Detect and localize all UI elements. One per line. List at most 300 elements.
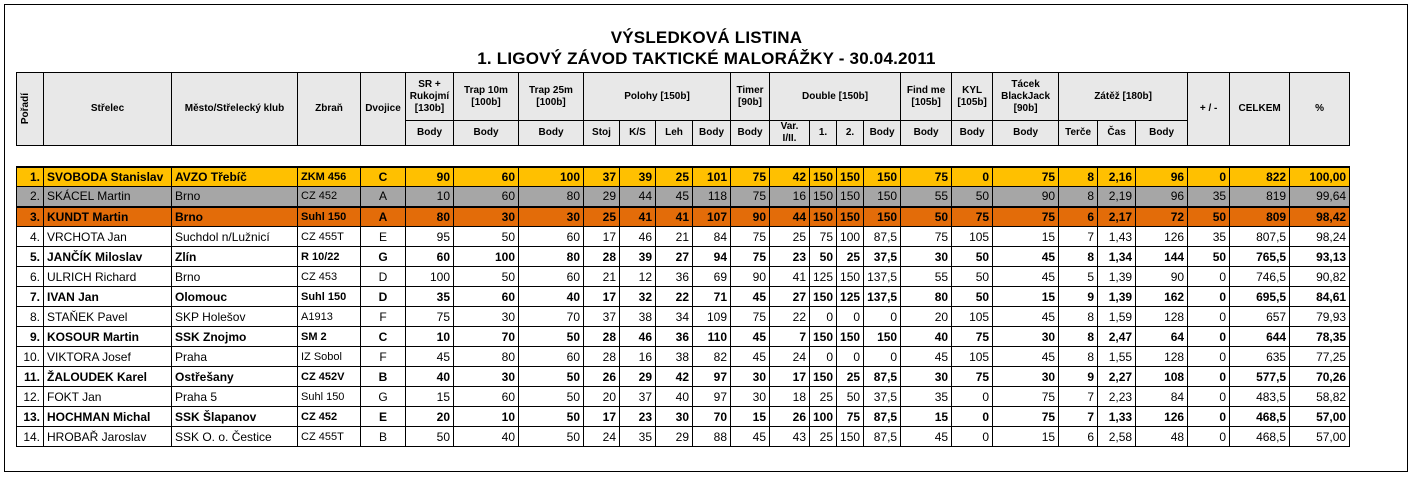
cell-leh: 38 bbox=[656, 347, 693, 367]
cell-total: 577,5 bbox=[1230, 367, 1290, 387]
cell-name: HROBAŘ Jaroslav bbox=[44, 427, 172, 447]
cell-pol: 107 bbox=[693, 207, 731, 227]
cell-cas: 1,33 bbox=[1098, 407, 1136, 427]
cell-var: 16 bbox=[770, 187, 810, 207]
cell-weapon: A1913 bbox=[298, 307, 361, 327]
cell-total: 822 bbox=[1230, 167, 1290, 187]
cell-var: 41 bbox=[770, 267, 810, 287]
cell-t25: 50 bbox=[519, 367, 584, 387]
cell-find: 55 bbox=[901, 187, 952, 207]
cell-ks: 39 bbox=[620, 247, 656, 267]
cell-timer: 75 bbox=[731, 187, 770, 207]
cell-stoj: 24 bbox=[584, 427, 620, 447]
cell-pair: A bbox=[361, 207, 406, 227]
table-row bbox=[17, 167, 1350, 187]
spacer-row bbox=[17, 146, 1350, 167]
cell-pair: E bbox=[361, 407, 406, 427]
table-body bbox=[17, 167, 1350, 447]
cell-tacek: 45 bbox=[993, 247, 1059, 267]
cell-kyl: 105 bbox=[952, 307, 993, 327]
cell-pm: 0 bbox=[1188, 327, 1230, 347]
cell-leh: 36 bbox=[656, 267, 693, 287]
cell-club: SSK O. o. Čestice bbox=[172, 427, 298, 447]
cell-d2: 150 bbox=[837, 327, 864, 347]
cell-name: SKÁCEL Martin bbox=[44, 187, 172, 207]
cell-ks: 35 bbox=[620, 427, 656, 447]
cell-terce: 7 bbox=[1059, 387, 1098, 407]
cell-tacek: 45 bbox=[993, 347, 1059, 367]
cell-timer: 45 bbox=[731, 347, 770, 367]
cell-name: VIKTORA Josef bbox=[44, 347, 172, 367]
cell-pair: B bbox=[361, 367, 406, 387]
header-trap10: Trap 10m [100b] bbox=[454, 73, 519, 121]
cell-pol: 101 bbox=[693, 167, 731, 187]
cell-t10: 60 bbox=[454, 167, 519, 187]
subheader-d2: 2. bbox=[837, 121, 864, 146]
cell-zatez: 90 bbox=[1136, 267, 1188, 287]
cell-d2: 150 bbox=[837, 267, 864, 287]
cell-t10: 70 bbox=[454, 327, 519, 347]
cell-weapon: SM 2 bbox=[298, 327, 361, 347]
cell-weapon: R 10/22 bbox=[298, 247, 361, 267]
cell-rank: 3. bbox=[17, 207, 44, 227]
cell-var: 7 bbox=[770, 327, 810, 347]
table-row bbox=[17, 287, 1350, 307]
cell-tacek: 15 bbox=[993, 427, 1059, 447]
cell-dbl: 87,5 bbox=[864, 427, 901, 447]
cell-d2: 25 bbox=[837, 367, 864, 387]
cell-rank: 9. bbox=[17, 327, 44, 347]
cell-cas: 2,16 bbox=[1098, 167, 1136, 187]
cell-sr: 40 bbox=[406, 367, 454, 387]
cell-tacek: 75 bbox=[993, 387, 1059, 407]
cell-name: KOSOUR Martin bbox=[44, 327, 172, 347]
cell-terce: 8 bbox=[1059, 167, 1098, 187]
cell-d2: 150 bbox=[837, 167, 864, 187]
cell-name: STAŇEK Pavel bbox=[44, 307, 172, 327]
cell-cas: 1,59 bbox=[1098, 307, 1136, 327]
cell-dbl: 150 bbox=[864, 327, 901, 347]
cell-tacek: 45 bbox=[993, 267, 1059, 287]
cell-leh: 30 bbox=[656, 407, 693, 427]
cell-stoj: 26 bbox=[584, 367, 620, 387]
table-row bbox=[17, 407, 1350, 427]
header-sr: SR + Rukojmí [130b] bbox=[406, 73, 454, 121]
cell-total: 644 bbox=[1230, 327, 1290, 347]
cell-d1: 0 bbox=[810, 307, 837, 327]
cell-t10: 30 bbox=[454, 307, 519, 327]
cell-dbl: 150 bbox=[864, 167, 901, 187]
cell-club: Brno bbox=[172, 267, 298, 287]
cell-pm: 35 bbox=[1188, 227, 1230, 247]
subheader-body: Body bbox=[901, 121, 952, 146]
cell-pct: 98,24 bbox=[1290, 227, 1350, 247]
cell-stoj: 29 bbox=[584, 187, 620, 207]
cell-t10: 10 bbox=[454, 407, 519, 427]
cell-weapon: CZ 455T bbox=[298, 427, 361, 447]
cell-rank: 2. bbox=[17, 187, 44, 207]
table-row bbox=[17, 187, 1350, 207]
cell-pol: 97 bbox=[693, 367, 731, 387]
cell-kyl: 75 bbox=[952, 207, 993, 227]
subheader-body: Body bbox=[864, 121, 901, 146]
cell-zatez: 96 bbox=[1136, 167, 1188, 187]
cell-pair: C bbox=[361, 327, 406, 347]
cell-tacek: 75 bbox=[993, 167, 1059, 187]
cell-name: ULRICH Richard bbox=[44, 267, 172, 287]
cell-rank: 6. bbox=[17, 267, 44, 287]
cell-stoj: 17 bbox=[584, 227, 620, 247]
cell-total: 819 bbox=[1230, 187, 1290, 207]
cell-rank: 12. bbox=[17, 387, 44, 407]
cell-t10: 60 bbox=[454, 387, 519, 407]
cell-pct: 100,00 bbox=[1290, 167, 1350, 187]
cell-d2: 100 bbox=[837, 227, 864, 247]
cell-find: 55 bbox=[901, 267, 952, 287]
cell-leh: 41 bbox=[656, 207, 693, 227]
subheader-var: Var. I/II. bbox=[770, 121, 810, 146]
cell-dbl: 87,5 bbox=[864, 367, 901, 387]
cell-d1: 125 bbox=[810, 267, 837, 287]
table-row bbox=[17, 247, 1350, 267]
cell-terce: 8 bbox=[1059, 307, 1098, 327]
cell-weapon: Suhl 150 bbox=[298, 387, 361, 407]
cell-find: 45 bbox=[901, 347, 952, 367]
cell-d1: 150 bbox=[810, 367, 837, 387]
header-polohy: Polohy [150b] bbox=[584, 73, 731, 121]
cell-tacek: 75 bbox=[993, 407, 1059, 427]
cell-d2: 0 bbox=[837, 347, 864, 367]
cell-cas: 1,43 bbox=[1098, 227, 1136, 247]
cell-t25: 100 bbox=[519, 167, 584, 187]
cell-zatez: 72 bbox=[1136, 207, 1188, 227]
cell-find: 40 bbox=[901, 327, 952, 347]
subheader-body: Body bbox=[519, 121, 584, 146]
cell-kyl: 50 bbox=[952, 287, 993, 307]
cell-pct: 90,82 bbox=[1290, 267, 1350, 287]
cell-leh: 29 bbox=[656, 427, 693, 447]
subheader-body: Body bbox=[693, 121, 731, 146]
table-row bbox=[17, 367, 1350, 387]
cell-leh: 42 bbox=[656, 367, 693, 387]
cell-pm: 35 bbox=[1188, 187, 1230, 207]
header-findme: Find me [105b] bbox=[901, 73, 952, 121]
cell-ks: 23 bbox=[620, 407, 656, 427]
cell-terce: 7 bbox=[1059, 227, 1098, 247]
cell-pct: 77,25 bbox=[1290, 347, 1350, 367]
cell-timer: 30 bbox=[731, 367, 770, 387]
sheet-title: VÝSLEDKOVÁ LISTINA bbox=[610, 28, 803, 47]
cell-club: Zlín bbox=[172, 247, 298, 267]
cell-pm: 0 bbox=[1188, 387, 1230, 407]
cell-stoj: 17 bbox=[584, 287, 620, 307]
cell-timer: 75 bbox=[731, 247, 770, 267]
cell-pair: E bbox=[361, 227, 406, 247]
cell-sr: 95 bbox=[406, 227, 454, 247]
cell-club: SSK Šlapanov bbox=[172, 407, 298, 427]
cell-zatez: 128 bbox=[1136, 307, 1188, 327]
cell-rank: 4. bbox=[17, 227, 44, 247]
subheader-terce: Terče bbox=[1059, 121, 1098, 146]
header-percent: % bbox=[1290, 73, 1350, 146]
table-row bbox=[17, 427, 1350, 447]
cell-tacek: 45 bbox=[993, 307, 1059, 327]
cell-pct: 93,13 bbox=[1290, 247, 1350, 267]
subheader-ks: K/S bbox=[620, 121, 656, 146]
cell-pct: 98,42 bbox=[1290, 207, 1350, 227]
cell-club: Suchdol n/Lužnicí bbox=[172, 227, 298, 247]
cell-total: 765,5 bbox=[1230, 247, 1290, 267]
header-club: Město/Střelecký klub bbox=[172, 73, 298, 146]
cell-stoj: 21 bbox=[584, 267, 620, 287]
cell-d2: 150 bbox=[837, 187, 864, 207]
cell-weapon: CZ 452 bbox=[298, 407, 361, 427]
cell-timer: 45 bbox=[731, 427, 770, 447]
cell-total: 635 bbox=[1230, 347, 1290, 367]
cell-stoj: 28 bbox=[584, 327, 620, 347]
subheader-cas: Čas bbox=[1098, 121, 1136, 146]
cell-leh: 45 bbox=[656, 187, 693, 207]
cell-ks: 44 bbox=[620, 187, 656, 207]
cell-rank: 7. bbox=[17, 287, 44, 307]
cell-d1: 25 bbox=[810, 427, 837, 447]
subheader-body: Body bbox=[454, 121, 519, 146]
cell-kyl: 0 bbox=[952, 407, 993, 427]
cell-name: JANČÍK Miloslav bbox=[44, 247, 172, 267]
cell-total: 809 bbox=[1230, 207, 1290, 227]
cell-tacek: 15 bbox=[993, 287, 1059, 307]
header-kyl: KYL [105b] bbox=[952, 73, 993, 121]
cell-ks: 16 bbox=[620, 347, 656, 367]
cell-name: ŽALOUDEK Karel bbox=[44, 367, 172, 387]
cell-pair: B bbox=[361, 427, 406, 447]
cell-club: Ostřešany bbox=[172, 367, 298, 387]
cell-pol: 82 bbox=[693, 347, 731, 367]
cell-rank: 11. bbox=[17, 367, 44, 387]
cell-t10: 30 bbox=[454, 207, 519, 227]
cell-tacek: 90 bbox=[993, 187, 1059, 207]
cell-kyl: 75 bbox=[952, 367, 993, 387]
cell-t25: 80 bbox=[519, 247, 584, 267]
cell-var: 27 bbox=[770, 287, 810, 307]
cell-name: KUNDT Martin bbox=[44, 207, 172, 227]
cell-sr: 80 bbox=[406, 207, 454, 227]
cell-pair: A bbox=[361, 187, 406, 207]
cell-sr: 75 bbox=[406, 307, 454, 327]
cell-cas: 1,39 bbox=[1098, 267, 1136, 287]
cell-d2: 25 bbox=[837, 247, 864, 267]
cell-terce: 7 bbox=[1059, 407, 1098, 427]
cell-pol: 88 bbox=[693, 427, 731, 447]
cell-zatez: 64 bbox=[1136, 327, 1188, 347]
cell-total: 657 bbox=[1230, 307, 1290, 327]
cell-t25: 50 bbox=[519, 327, 584, 347]
cell-dbl: 37,5 bbox=[864, 387, 901, 407]
cell-total: 468,5 bbox=[1230, 407, 1290, 427]
cell-club: Olomouc bbox=[172, 287, 298, 307]
cell-kyl: 50 bbox=[952, 187, 993, 207]
cell-find: 30 bbox=[901, 367, 952, 387]
cell-leh: 27 bbox=[656, 247, 693, 267]
cell-tacek: 75 bbox=[993, 207, 1059, 227]
cell-sr: 90 bbox=[406, 167, 454, 187]
cell-cas: 1,39 bbox=[1098, 287, 1136, 307]
cell-kyl: 105 bbox=[952, 227, 993, 247]
cell-terce: 8 bbox=[1059, 187, 1098, 207]
cell-name: SVOBODA Stanislav bbox=[44, 167, 172, 187]
cell-club: Praha bbox=[172, 347, 298, 367]
subheader-body: Body bbox=[1136, 121, 1188, 146]
cell-d2: 150 bbox=[837, 207, 864, 227]
cell-ks: 41 bbox=[620, 207, 656, 227]
cell-stoj: 25 bbox=[584, 207, 620, 227]
cell-t10: 30 bbox=[454, 367, 519, 387]
cell-total: 807,5 bbox=[1230, 227, 1290, 247]
cell-t10: 100 bbox=[454, 247, 519, 267]
cell-pct: 84,61 bbox=[1290, 287, 1350, 307]
cell-zatez: 144 bbox=[1136, 247, 1188, 267]
cell-club: AVZO Třebíč bbox=[172, 167, 298, 187]
cell-leh: 21 bbox=[656, 227, 693, 247]
cell-dbl: 150 bbox=[864, 187, 901, 207]
cell-pct: 58,82 bbox=[1290, 387, 1350, 407]
cell-t10: 60 bbox=[454, 187, 519, 207]
cell-pair: D bbox=[361, 267, 406, 287]
cell-ks: 46 bbox=[620, 227, 656, 247]
cell-dbl: 150 bbox=[864, 207, 901, 227]
header-shooter: Střelec bbox=[44, 73, 172, 146]
cell-rank: 13. bbox=[17, 407, 44, 427]
cell-ks: 46 bbox=[620, 327, 656, 347]
cell-ks: 12 bbox=[620, 267, 656, 287]
cell-total: 483,5 bbox=[1230, 387, 1290, 407]
cell-var: 24 bbox=[770, 347, 810, 367]
cell-ks: 29 bbox=[620, 367, 656, 387]
cell-leh: 40 bbox=[656, 387, 693, 407]
cell-var: 42 bbox=[770, 167, 810, 187]
cell-club: Praha 5 bbox=[172, 387, 298, 407]
cell-find: 15 bbox=[901, 407, 952, 427]
cell-weapon: ZKM 456 bbox=[298, 167, 361, 187]
cell-sr: 60 bbox=[406, 247, 454, 267]
cell-terce: 8 bbox=[1059, 347, 1098, 367]
cell-t10: 40 bbox=[454, 427, 519, 447]
header-timer: Timer [90b] bbox=[731, 73, 770, 121]
cell-club: Brno bbox=[172, 187, 298, 207]
cell-weapon: CZ 452V bbox=[298, 367, 361, 387]
cell-var: 18 bbox=[770, 387, 810, 407]
cell-dbl: 87,5 bbox=[864, 407, 901, 427]
cell-find: 80 bbox=[901, 287, 952, 307]
cell-zatez: 96 bbox=[1136, 187, 1188, 207]
cell-zatez: 126 bbox=[1136, 407, 1188, 427]
cell-cas: 2,47 bbox=[1098, 327, 1136, 347]
cell-var: 43 bbox=[770, 427, 810, 447]
cell-d2: 150 bbox=[837, 427, 864, 447]
cell-d1: 150 bbox=[810, 207, 837, 227]
cell-pair: F bbox=[361, 307, 406, 327]
cell-dbl: 137,5 bbox=[864, 267, 901, 287]
cell-var: 26 bbox=[770, 407, 810, 427]
cell-pm: 0 bbox=[1188, 407, 1230, 427]
cell-zatez: 126 bbox=[1136, 227, 1188, 247]
cell-rank: 10. bbox=[17, 347, 44, 367]
cell-cas: 2,27 bbox=[1098, 367, 1136, 387]
table-row bbox=[17, 267, 1350, 287]
subheader-body: Body bbox=[993, 121, 1059, 146]
cell-t25: 60 bbox=[519, 267, 584, 287]
subheader-body: Body bbox=[406, 121, 454, 146]
cell-pm: 0 bbox=[1188, 307, 1230, 327]
table-row bbox=[17, 327, 1350, 347]
cell-sr: 10 bbox=[406, 187, 454, 207]
cell-var: 17 bbox=[770, 367, 810, 387]
cell-pol: 94 bbox=[693, 247, 731, 267]
cell-t25: 70 bbox=[519, 307, 584, 327]
cell-rank: 1. bbox=[17, 167, 44, 187]
cell-weapon: IZ Sobol bbox=[298, 347, 361, 367]
cell-pm: 0 bbox=[1188, 167, 1230, 187]
cell-t25: 50 bbox=[519, 407, 584, 427]
cell-find: 50 bbox=[901, 207, 952, 227]
cell-pm: 50 bbox=[1188, 247, 1230, 267]
cell-weapon: CZ 453 bbox=[298, 267, 361, 287]
cell-kyl: 0 bbox=[952, 387, 993, 407]
cell-sr: 35 bbox=[406, 287, 454, 307]
cell-zatez: 48 bbox=[1136, 427, 1188, 447]
header-plusminus: + / - bbox=[1188, 73, 1230, 146]
cell-pol: 84 bbox=[693, 227, 731, 247]
header-trap25: Trap 25m [100b] bbox=[519, 73, 584, 121]
cell-weapon: CZ 455T bbox=[298, 227, 361, 247]
cell-t10: 50 bbox=[454, 267, 519, 287]
cell-zatez: 128 bbox=[1136, 347, 1188, 367]
header-weapon: Zbraň bbox=[298, 73, 361, 146]
cell-d1: 150 bbox=[810, 167, 837, 187]
cell-terce: 9 bbox=[1059, 367, 1098, 387]
cell-pol: 70 bbox=[693, 407, 731, 427]
cell-leh: 22 bbox=[656, 287, 693, 307]
cell-pair: D bbox=[361, 287, 406, 307]
cell-find: 35 bbox=[901, 387, 952, 407]
cell-pol: 118 bbox=[693, 187, 731, 207]
cell-pct: 57,00 bbox=[1290, 427, 1350, 447]
cell-total: 746,5 bbox=[1230, 267, 1290, 287]
cell-timer: 30 bbox=[731, 387, 770, 407]
cell-t25: 40 bbox=[519, 287, 584, 307]
cell-total: 695,5 bbox=[1230, 287, 1290, 307]
cell-terce: 8 bbox=[1059, 247, 1098, 267]
cell-ks: 32 bbox=[620, 287, 656, 307]
cell-dbl: 87,5 bbox=[864, 227, 901, 247]
cell-d2: 125 bbox=[837, 287, 864, 307]
cell-t10: 50 bbox=[454, 227, 519, 247]
cell-name: VRCHOTA Jan bbox=[44, 227, 172, 247]
cell-t25: 60 bbox=[519, 227, 584, 247]
cell-kyl: 50 bbox=[952, 247, 993, 267]
cell-sr: 20 bbox=[406, 407, 454, 427]
cell-rank: 14. bbox=[17, 427, 44, 447]
cell-find: 45 bbox=[901, 427, 952, 447]
cell-weapon: CZ 452 bbox=[298, 187, 361, 207]
cell-terce: 5 bbox=[1059, 267, 1098, 287]
subheader-leh: Leh bbox=[656, 121, 693, 146]
cell-timer: 75 bbox=[731, 167, 770, 187]
table-row bbox=[17, 387, 1350, 407]
cell-cas: 1,34 bbox=[1098, 247, 1136, 267]
cell-sr: 100 bbox=[406, 267, 454, 287]
cell-pct: 99,64 bbox=[1290, 187, 1350, 207]
